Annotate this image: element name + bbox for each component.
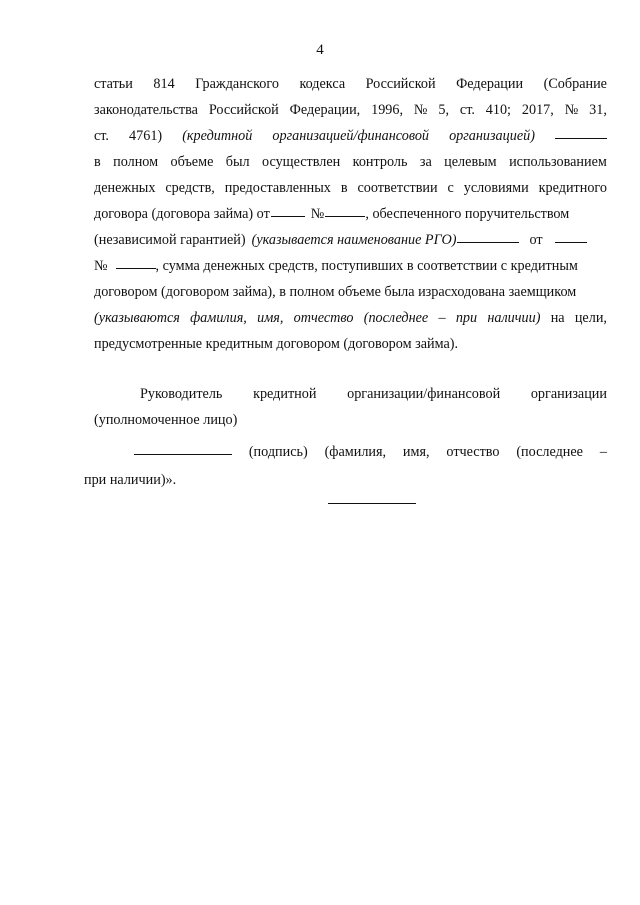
- word: в: [94, 154, 101, 170]
- word: использованием: [509, 154, 607, 170]
- number-blank: [116, 253, 156, 269]
- word: 410;: [485, 102, 511, 118]
- date-blank: [555, 227, 587, 243]
- word: кредитной: [253, 386, 317, 402]
- word: (Собрание: [543, 76, 607, 92]
- word: имя,: [402, 444, 430, 460]
- word: отчество: [446, 444, 500, 460]
- signature-line-3: [134, 439, 607, 465]
- italic-word: отчество: [293, 310, 354, 326]
- signature-blank: [134, 439, 232, 455]
- word: (подпись): [248, 444, 308, 460]
- word: Гражданского: [195, 76, 279, 92]
- word: кодекса: [299, 76, 346, 92]
- word: Руководитель: [140, 386, 223, 402]
- word: 1996,: [371, 102, 404, 118]
- paragraph-line-5: [94, 175, 607, 201]
- word: от: [529, 232, 543, 248]
- word: кредитного: [538, 180, 607, 196]
- document-body: [84, 71, 607, 493]
- text-run: договора (договора займа) от: [94, 206, 270, 222]
- italic-word: организацией): [449, 128, 535, 144]
- word: статьи: [94, 76, 133, 92]
- italic-word: при: [455, 310, 478, 326]
- italic-word: (указываются: [94, 310, 180, 326]
- word: 4761): [129, 128, 163, 144]
- blank-field: [457, 227, 519, 243]
- signature-line-4: [84, 467, 607, 493]
- date-blank: [271, 201, 305, 217]
- main-paragraph: [94, 71, 607, 357]
- italic-word: наличии): [487, 310, 541, 326]
- word: ст.: [94, 128, 109, 144]
- end-rule-divider: [328, 503, 416, 504]
- word: №: [564, 102, 579, 118]
- word: ст.: [459, 102, 475, 118]
- word: объеме: [170, 154, 214, 170]
- word: законодательства: [94, 102, 198, 118]
- word: Российской: [208, 102, 279, 118]
- signature-block: [84, 381, 607, 493]
- text-run: предусмотренные кредитным договором (договором займа).: [94, 336, 459, 352]
- word: организации: [530, 386, 607, 402]
- word: цели,: [574, 310, 607, 326]
- word: в: [340, 180, 348, 196]
- paragraph-line-3: [94, 123, 607, 149]
- italic-word: имя,: [257, 310, 284, 326]
- word: был: [225, 154, 250, 170]
- number-sign: №: [94, 258, 108, 274]
- word: с: [447, 180, 454, 196]
- word: Федерации,: [289, 102, 361, 118]
- word: 814: [153, 76, 175, 92]
- paragraph-line-10: [94, 305, 607, 331]
- word: –: [599, 444, 607, 460]
- word: осуществлен: [262, 154, 341, 170]
- word: контроль: [352, 154, 408, 170]
- italic-text: (указывается наименование РГО): [251, 232, 457, 248]
- signature-line-2: [94, 407, 607, 433]
- word: соответствии: [357, 180, 438, 196]
- text-run: при наличии)».: [84, 472, 177, 488]
- paragraph-line-7: [94, 227, 607, 253]
- text-run: , обеспеченного поручительством: [365, 206, 570, 222]
- word: полном: [113, 154, 159, 170]
- word: на: [550, 310, 565, 326]
- word: (последнее: [516, 444, 583, 460]
- word: (фамилия,: [324, 444, 387, 460]
- word: условиями: [463, 180, 529, 196]
- word: денежных: [94, 180, 156, 196]
- paragraph-line-8: [94, 253, 607, 279]
- text-run: , сумма денежных средств, поступивших в соответствии с кредитным: [155, 258, 578, 274]
- text-run: (уполномоченное лицо): [94, 412, 238, 428]
- word: предоставленных: [224, 180, 331, 196]
- paragraph-line-1: [94, 71, 607, 97]
- italic-word: (последнее: [363, 310, 429, 326]
- paragraph-line-4: [94, 149, 607, 175]
- word: Российской: [365, 76, 436, 92]
- italic-word: фамилия,: [190, 310, 247, 326]
- paragraph-line-11: [94, 331, 607, 357]
- word: 31,: [589, 102, 607, 118]
- italic-word: –: [438, 310, 446, 326]
- italic-word: (кредитной: [182, 128, 253, 144]
- word: №: [413, 102, 428, 118]
- word: за: [419, 154, 432, 170]
- number-blank: [325, 201, 365, 217]
- text-run: (независимой гарантией): [94, 232, 246, 248]
- word: организации/финансовой: [347, 386, 501, 402]
- paragraph-line-6: [94, 201, 607, 227]
- word: 2017,: [521, 102, 554, 118]
- text-run: договором (договором займа), в полном объеме была израсходована заемщиком: [94, 284, 577, 300]
- signature-line-1: [140, 381, 607, 407]
- italic-word: организацией/финансовой: [272, 128, 430, 144]
- word: целевым: [444, 154, 497, 170]
- paragraph-line-9: [94, 279, 607, 305]
- page-number: 4: [316, 42, 324, 58]
- number-sign: №: [310, 206, 325, 222]
- word: Федерации: [456, 76, 524, 92]
- blank-field: [555, 123, 607, 139]
- paragraph-line-2: [94, 97, 607, 123]
- word: 5,: [438, 102, 449, 118]
- word: средств,: [165, 180, 215, 196]
